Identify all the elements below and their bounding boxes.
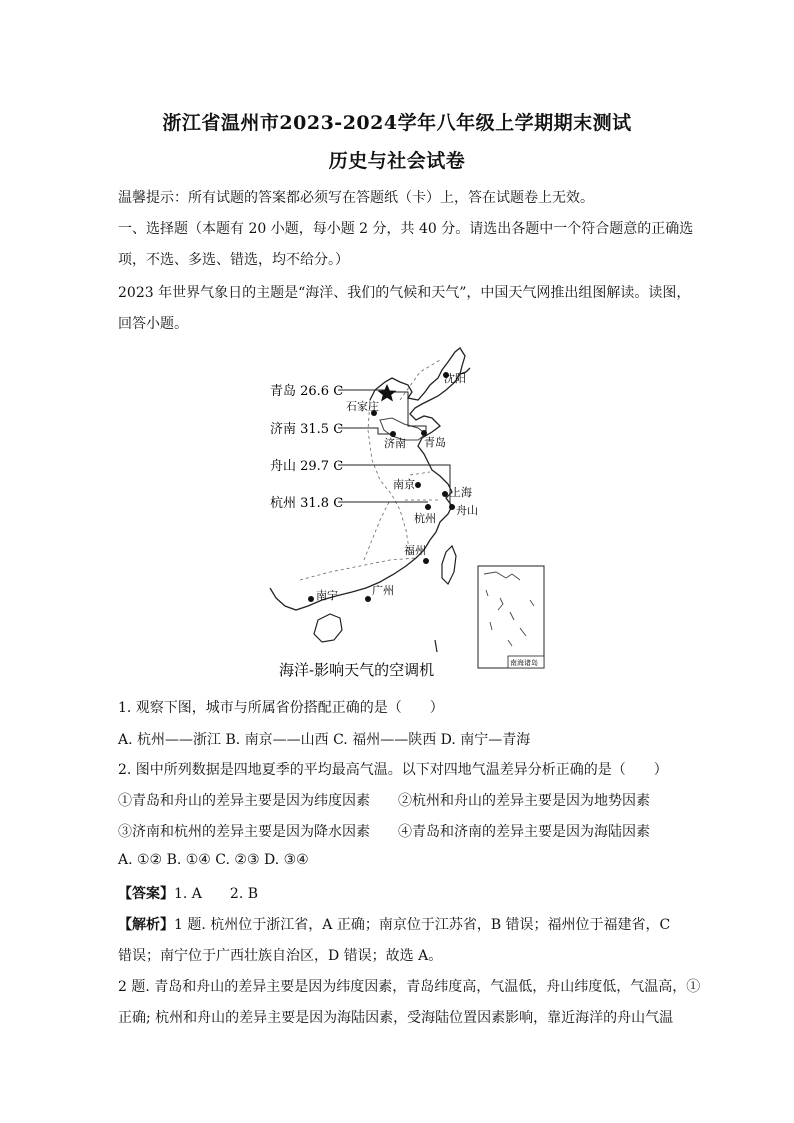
document-subtitle: 历史与社会试卷 [328,150,466,172]
city-label-nanning: 南宁 [316,589,338,602]
question-2-statement-1: ①青岛和舟山的差异主要是因为纬度因素 [118,793,370,809]
city-label-fuzhou: 福州 [404,544,426,557]
capital-star-icon [378,384,397,402]
city-dot-guangzhou [365,596,371,602]
temp-label-hangzhou: 杭州 31.8 C [270,496,344,511]
city-label-zhoushan: 舟山 [456,504,478,517]
city-dot-nanning [308,596,314,602]
question-1-options: A. 杭州——浙江 B. 南京——山西 C. 福州——陕西 D. 南宁—青海 [118,732,531,748]
city-dot-nanjing [415,482,421,488]
temp-label-qingdao: 青岛 26.6 C [270,384,344,399]
answer-line [118,883,258,903]
analysis-tag: 【解析】 [118,917,174,933]
city-label-hangzhou: 杭州 [414,512,436,525]
question-1-stem: 1. 观察下图，城市与所属省份搭配正确的是（ ） [118,700,444,716]
inset-label: 南海诸岛 [510,659,538,667]
analysis-line-2: 错误；南宁位于广西壮族自治区，D 错误；故选 A。 [118,948,443,964]
analysis-line-3: 2 题. 青岛和舟山的差异主要是因为纬度因素，青岛纬度高，气温低，舟山纬度低，气温高，① [118,979,701,995]
city-dot-hangzhou [425,504,431,510]
south-china-sea-inset [478,566,544,668]
question-2-statement-3: ③济南和杭州的差异主要是因为降水因素 [118,824,370,840]
city-dot-fuzhou [423,558,429,564]
map-caption: 海洋-影响天气的空调机 [279,661,435,679]
question-2-options: A. ①② B. ①④ C. ②③ D. ③④ [118,852,309,868]
city-label-shijiazhuang: 石家庄 [346,400,379,413]
intro-line-2: 回答小题。 [118,316,188,332]
section-heading-line-2: 项，不选、多选、错选，均不给分。） [118,252,349,268]
answer-text: 1. A 2. B [174,886,259,902]
answer-tag: 【答案】 [118,886,174,902]
city-dot-shanghai [442,491,448,497]
document-title: 浙江省温州市2023-2024学年八年级上学期期末测试 [162,112,632,134]
question-2-stem: 2. 图中所列数据是四地夏季的平均最高气温。以下对四地气温差异分析正确的是（ ） [118,762,668,778]
hainan-island [314,614,342,642]
taiwan-island [442,546,456,584]
temp-label-zhoushan: 舟山 29.7 C [270,459,344,474]
city-dot-zhoushan [449,504,455,510]
city-label-shanghai: 上海 [450,486,472,499]
analysis-line-1 [118,914,670,934]
notice-text: 温馨提示：所有试题的答案都必须写在答题纸（卡）上，答在试题卷上无效。 [118,190,594,206]
question-2-statement-4: ④青岛和济南的差异主要是因为海陆因素 [398,824,650,840]
city-label-jinan: 济南 [384,437,406,450]
city-label-guangzhou: 广州 [372,584,394,597]
city-label-shenyang: 沈阳 [444,372,466,385]
analysis-line-4: 正确; 杭州和舟山的差异主要是因为海陆因素，受海陆位置因素影响，靠近海洋的舟山气温 [118,1010,674,1026]
city-label-nanjing: 南京 [393,478,415,491]
section-heading-line-1: 一、选择题（本题有 20 小题，每小题 2 分，共 40 分。请选出各题中一个符合题意的正确选 [118,221,694,237]
analysis-text-1: 1 题. 杭州位于浙江省，A 正确；南京位于江苏省，B 错误；福州位于福建省，C [174,917,671,933]
china-east-coast-map [260,345,560,685]
question-2-statement-2: ②杭州和舟山的差异主要是因为地势因素 [398,793,650,809]
leader-jinan [338,428,396,434]
temp-label-jinan: 济南 31.5 C [270,422,344,437]
city-label-qingdao: 青岛 [424,436,446,449]
intro-line-1: 2023 年世界气象日的主题是“海洋、我们的气候和天气”，中国天气网推出组图解读。读图， [118,285,691,301]
